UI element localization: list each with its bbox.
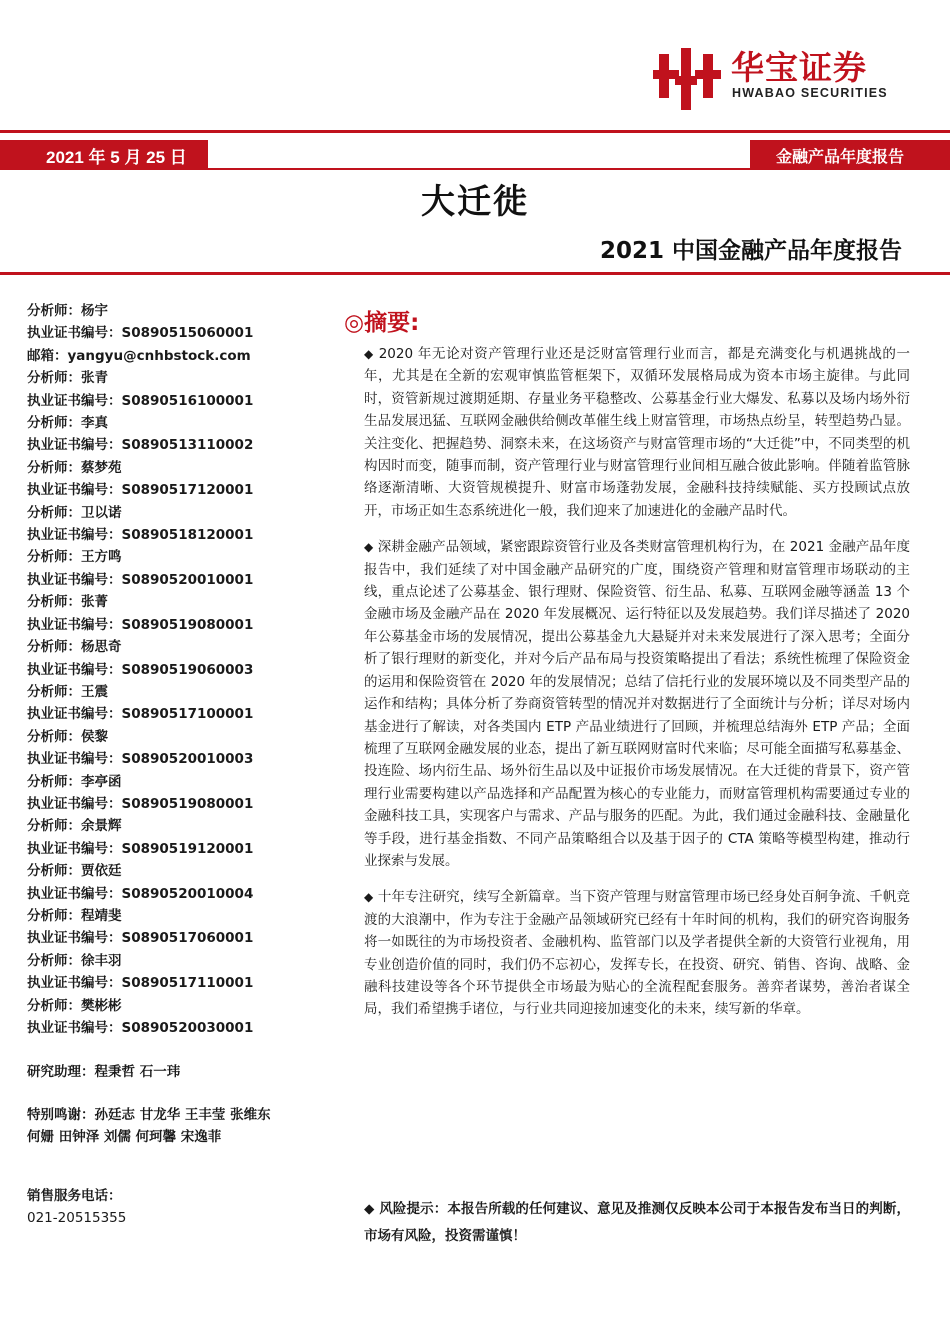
- analyst-cert: 执业证书编号：S0890516100001: [27, 392, 254, 409]
- hwabao-logo-icon: [653, 48, 721, 110]
- analyst-name: 分析师：程靖斐: [27, 907, 122, 924]
- summary-paragraph: [364, 536, 910, 872]
- research-assistants: 研究助理：程秉哲 石一玮: [27, 1064, 181, 1081]
- analyst-cert: 执业证书编号：S0890519080001: [27, 795, 254, 812]
- analyst-email[interactable]: 邮箱：yangyu@cnhbstock.com: [27, 347, 251, 364]
- header-bar: [0, 140, 950, 168]
- analyst-name: 分析师：蔡梦苑: [27, 459, 122, 476]
- brand-logo: [653, 40, 918, 110]
- analyst-name: 分析师：杨思奇: [27, 639, 122, 656]
- report-date: 2021 年 5 月 25 日: [46, 148, 187, 167]
- analyst-name: 分析师：徐丰羽: [27, 952, 122, 969]
- analyst-name: 分析师：李真: [27, 415, 108, 432]
- summary-paragraph-text: 十年专注研究，续写全新篇章。当下资产管理与财富管理市场已经身处百舸争流、千帆竞渡的大浪潮中，作为专注于金融产品领域研究已经有十年时间的机构，我们的研究咨询服务将一如既往的为市场投资者、金融机构、监管部门以及学者提供全新的大资管行业视角，用专业创造价值的同时，我们仍不忘初心，发挥专长，在投资、研究、销售、咨询、战略、金融科技建设等各个环节提供全市场最为贴心的全流程配套服务。善弈者谋势，善治者谋全局，我们希望携手诸位，与行业共同迎接加速变化的未来，续写新的华章。: [364, 889, 911, 1018]
- sales-label: 销售服务电话：: [27, 1187, 122, 1204]
- diamond-bullet-icon: ◆: [364, 347, 374, 361]
- analyst-name: 分析师：杨宇: [27, 303, 108, 319]
- analyst-cert: 执业证书编号：S0890513110002: [27, 437, 254, 454]
- analyst-sidebar: [27, 300, 327, 1229]
- summary-paragraph: [364, 886, 910, 1020]
- sales-phone: 021-20515355: [27, 1210, 127, 1227]
- analyst-cert: 执业证书编号：S0890515060001: [27, 325, 254, 342]
- summary-paragraph-text: 2020 年无论对资产管理行业还是泛财富管理行业而言，都是充满变化与机遇挑战的一年，尤其是在全新的宏观审慎监管框架下，双循环发展格局成为资本市场主旋律。与此同时，资管新规过渡期延期、存量业务平稳整改、公募基金行业大爆发、私募以及场内场外衍生品发展迅猛、互联网金融供给侧改革催生线上财富管理，市场热点纷呈，转型趋势凸显。关注变化、把握趋势、洞察未来，在这场资产与财富管理市场的“大迁徙”中，不同类型的机构因时而变，随事而制，资产管理行业与财富管理行业间相互融合彼此影响。伴随着监管脉络逐渐清晰、大资管规模提升、财富市场蓬勃发展，金融科技持续赋能、买方投顾试点放开，市场正如生态系统进化一般，我们迎来了加速进化的金融产品时代。: [364, 346, 910, 519]
- summary-paragraph: [364, 343, 910, 522]
- analyst-cert: 执业证书编号：S0890519060003: [27, 661, 254, 678]
- analyst-cert: 执业证书编号：S0890517110001: [27, 975, 254, 992]
- analyst-cert: 执业证书编号：S0890519080001: [27, 616, 254, 633]
- analyst-name: 分析师：王震: [27, 683, 108, 700]
- risk-warning: [364, 1196, 910, 1250]
- brand-name-cn: 华宝证券: [731, 48, 867, 87]
- header-rule: [0, 130, 950, 133]
- summary-paragraph-text: 深耕金融产品领域，紧密跟踪资管行业及各类财富管理机构行为，在 2021 金融产品年度报告中，我们延续了对中国金融产品研究的广度，围绕资产管理和财富管理市场联动的主线，重点论述了公募基金、银行理财、保险资管、衍生品、私募、互联网金融等涵盖 13 个金融市场及金融产品在 2020 年发展概况、运行特征以及发展趋势。我们详尽描述了 2020 年公募基金市场的发展情况，提出公募基金九大悬疑并对未来发展进行了深入思考；全面分析了银行理财的新变化，并对今后产品布局与投资策略提出了看法；系统性梳理了保险资金的运用和保险资管在 2020 年的发展情况；总结了信托行业的发展环境以及不同类型产品的运作和结构；具体分析了券商资管转型的情况并对数据进行了全面统计与分析；详尽对场内基金进行了解读，对各类国内 ETP 产品业绩进行了回顾，并梳理总结海外 ETP 产品；全面梳理了互联网金融发展的业态，提出了新互联网财富时代来临；尽可能全面描写私募基金、投连险、场内衍生品、场外衍生品以及中证报价市场发展情况。在大迁徙的背景下，资产管理行业需要构建以产品选择和产品配置为核心的专业能力，而财富管理机构需要通过专业的金融科技工具，实现客户与需求、产品与服务的匹配。为此，我们通过金融科技、金融量化等手段，进行基金指数、不同产品策略组合以及基于因子的 CTA 策略等模型构建，推动行业探索与发展。: [364, 539, 910, 869]
- spacer: [27, 1084, 327, 1104]
- spacer: [27, 1149, 327, 1185]
- analyst-cert: 执业证书编号：S0890520030001: [27, 1020, 254, 1036]
- analyst-name: 分析师：贾依廷: [27, 863, 122, 880]
- risk-warning-text: 风险提示：本报告所载的任何建议、意见及推测仅反映本公司于本报告发布当日的判断，市场有风险，投资需谨慎！: [364, 1201, 910, 1244]
- analyst-cert: 执业证书编号：S0890517100001: [27, 706, 254, 723]
- report-subtitle: 2021 中国金融产品年度报告: [599, 238, 902, 264]
- analyst-cert: 执业证书编号：S0890518120001: [27, 527, 254, 544]
- title-divider: [0, 272, 950, 275]
- header-band: [0, 168, 950, 170]
- analyst-cert: 执业证书编号：S0890517060001: [27, 930, 254, 947]
- analyst-name: 分析师：侯黎: [27, 728, 108, 745]
- analyst-cert: 执业证书编号：S0890517120001: [27, 482, 254, 499]
- analyst-name: 分析师：卫以诺: [27, 504, 122, 521]
- analyst-name: 分析师：李亭函: [27, 773, 122, 790]
- diamond-bullet-icon: ◆: [364, 540, 374, 555]
- spacer: [27, 1039, 327, 1061]
- brand-name-en: HWABAO SECURITIES: [732, 86, 888, 100]
- analyst-name: 分析师：余景辉: [27, 818, 122, 835]
- analyst-name: 分析师：樊彬彬: [27, 997, 122, 1014]
- analyst-name: 分析师：张菁: [27, 594, 108, 611]
- diamond-bullet-icon: ◆: [364, 890, 374, 905]
- header-bar-gap: [208, 140, 750, 168]
- report-type: 金融产品年度报告: [775, 147, 904, 166]
- diamond-bullet-icon: ◆: [364, 1201, 375, 1217]
- summary-heading: ◎摘要:: [344, 310, 420, 336]
- special-thanks-line2: 何姗 田钟泽 刘儒 何珂馨 宋逸菲: [27, 1129, 222, 1146]
- analyst-name: 分析师：张青: [27, 370, 108, 387]
- analyst-name: 分析师：王方鸣: [27, 549, 122, 566]
- analyst-cert: 执业证书编号：S0890520010004: [27, 885, 254, 902]
- analyst-cert: 执业证书编号：S0890519120001: [27, 840, 254, 857]
- report-title: 大迁徙: [421, 182, 529, 222]
- analyst-cert: 执业证书编号：S0890520010003: [27, 751, 254, 768]
- special-thanks-line1: 特别鸣谢：孙廷志 甘龙华 王丰莹 张维东: [27, 1106, 271, 1123]
- analyst-cert: 执业证书编号：S0890520010001: [27, 571, 254, 588]
- summary-section: [344, 300, 911, 1035]
